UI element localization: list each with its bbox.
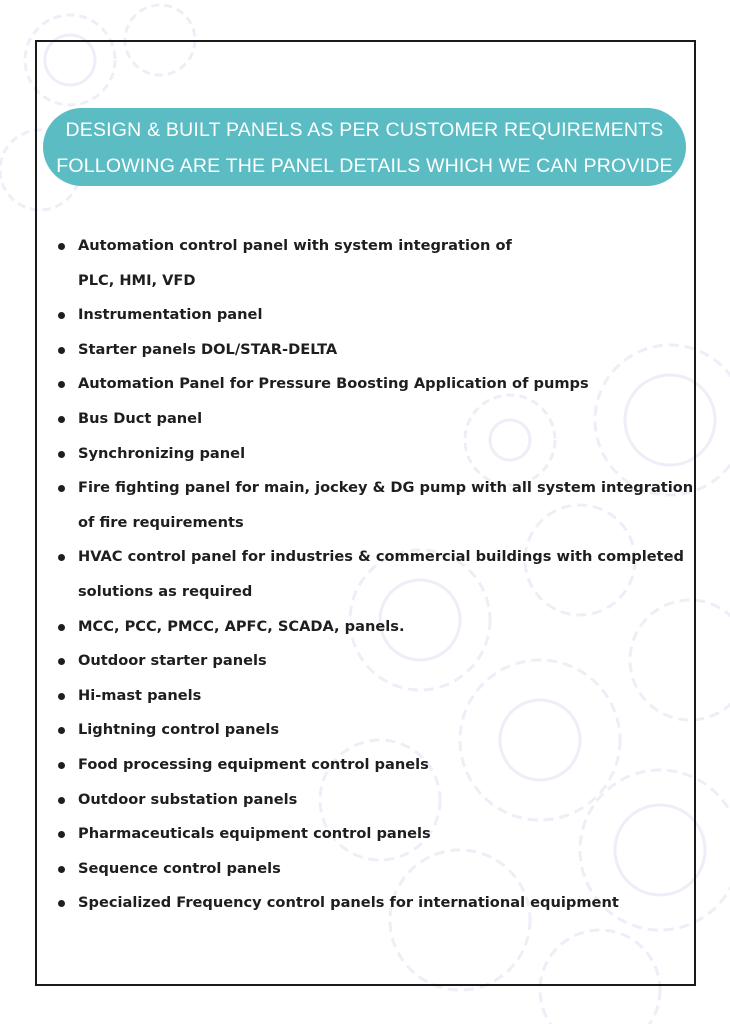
list-item-text xyxy=(55,298,693,333)
bullet-icon xyxy=(58,693,65,700)
bullet-icon xyxy=(58,797,65,804)
bullet-icon xyxy=(58,762,65,769)
list-item xyxy=(55,437,693,472)
list-item-line: Synchronizing panel xyxy=(78,444,246,462)
list-item-text xyxy=(55,506,693,541)
bullet-icon xyxy=(58,624,65,631)
list-item-line: Specialized Frequency control panels for international equipment xyxy=(78,894,619,912)
list-item-line: Starter panels DOL/STAR-DELTA xyxy=(78,340,338,358)
list-item-text xyxy=(55,229,693,264)
list-item-line: Bus Duct panel xyxy=(78,409,203,427)
list-item xyxy=(55,817,693,852)
bullet-icon xyxy=(58,866,65,873)
list-item-text xyxy=(55,713,693,748)
list-item-line: Hi-mast panels xyxy=(78,686,202,704)
bullet-icon xyxy=(58,451,65,458)
bullet-icon xyxy=(58,727,65,734)
list-item xyxy=(55,402,693,437)
list-item-text xyxy=(55,437,693,472)
list-item xyxy=(55,229,693,298)
list-item-line: Fire fighting panel for main, jockey & DG pump with all system integration xyxy=(78,479,694,497)
bullet-icon xyxy=(58,243,65,250)
list-item-line: Automation Panel for Pressure Boosting Application of pumps xyxy=(78,375,589,393)
list-item-line: Lightning control panels xyxy=(78,721,280,739)
bullet-icon xyxy=(58,416,65,423)
list-item-line: Pharmaceuticals equipment control panels xyxy=(78,825,431,843)
list-item-text xyxy=(55,748,693,783)
list-item xyxy=(55,852,693,887)
list-item xyxy=(55,471,693,540)
list-item xyxy=(55,748,693,783)
banner-line-1: DESIGN & BUILT PANELS AS PER CUSTOMER REQUIREMENTS xyxy=(65,119,664,141)
list-item xyxy=(55,298,693,333)
bullet-icon xyxy=(58,900,65,907)
bullet-icon xyxy=(58,485,65,492)
list-item-text xyxy=(55,264,693,299)
list-item xyxy=(55,886,693,921)
list-item-text xyxy=(55,679,693,714)
list-item-text xyxy=(55,367,693,402)
list-item-line: Outdoor starter panels xyxy=(78,652,267,670)
list-item xyxy=(55,333,693,368)
list-item-line: PLC, HMI, VFD xyxy=(78,271,196,289)
list-item xyxy=(55,644,693,679)
list-item-text xyxy=(55,644,693,679)
list-item-text xyxy=(55,852,693,887)
bullet-icon xyxy=(58,312,65,319)
list-item-line: of fire requirements xyxy=(78,513,244,531)
list-item-line: Automation control panel with system integration of xyxy=(78,237,512,254)
list-item xyxy=(55,783,693,818)
bullet-icon xyxy=(58,347,65,354)
bullet-icon xyxy=(58,831,65,838)
list-item-text xyxy=(55,333,693,368)
list-item-line: HVAC control panel for industries & commercial buildings with completed xyxy=(78,548,684,566)
list-item-line: Sequence control panels xyxy=(78,859,281,877)
banner-line-2: FOLLOWING ARE THE PANEL DETAILS WHICH WE CAN PROVIDE xyxy=(56,155,673,177)
list-item-line: Instrumentation panel xyxy=(78,306,263,324)
list-item xyxy=(55,610,693,645)
list-item-text xyxy=(55,783,693,818)
list-item xyxy=(55,367,693,402)
list-item-text xyxy=(55,402,693,437)
list-item xyxy=(55,679,693,714)
header-banner xyxy=(43,108,686,186)
list-item-text xyxy=(55,817,693,852)
list-item-text xyxy=(55,886,693,921)
list-item-text xyxy=(55,471,693,506)
list-item xyxy=(55,540,693,609)
list-item-text xyxy=(55,610,693,645)
list-item-text xyxy=(55,540,693,575)
list-item-line: Food processing equipment control panels xyxy=(78,755,429,773)
panel-list xyxy=(55,229,693,921)
list-item xyxy=(55,713,693,748)
list-item-line: MCC, PCC, PMCC, APFC, SCADA, panels. xyxy=(78,617,405,635)
list-item-text xyxy=(55,575,693,610)
bullet-icon xyxy=(58,381,65,388)
list-item-line: solutions as required xyxy=(78,582,253,600)
list-item-line: Outdoor substation panels xyxy=(78,790,298,808)
bullet-icon xyxy=(58,554,65,561)
bullet-icon xyxy=(58,658,65,665)
